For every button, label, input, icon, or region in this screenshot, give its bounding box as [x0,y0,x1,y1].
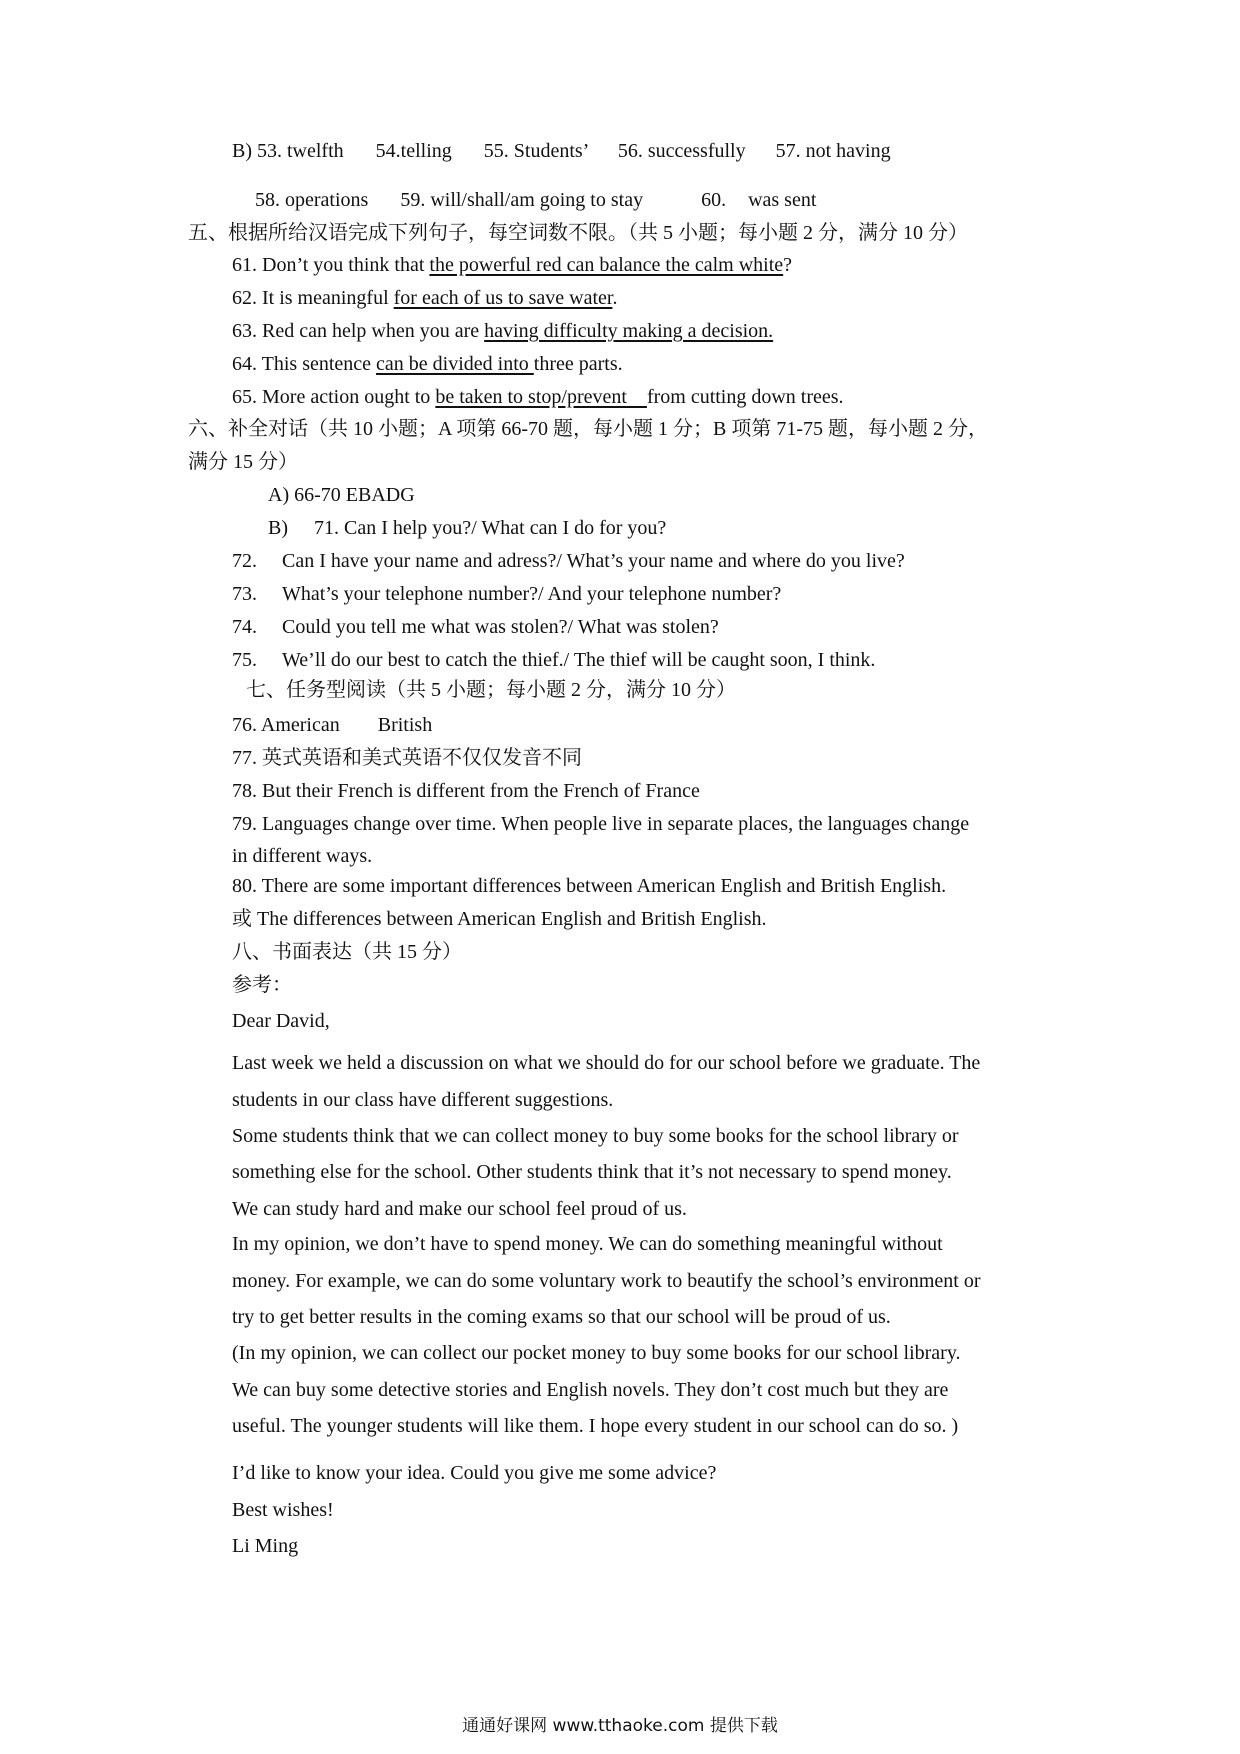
answer-60: was sent [748,189,817,211]
answer-53: B) 53. twelfth [232,140,344,162]
answer-72-text: Can I have your name and adress?/ What’s your name and where do you live? [282,550,905,572]
answer-73-text: What’s your telephone number?/ And your telephone number? [282,583,782,605]
page-footer: 通通好课网 www.tthaoke.com 提供下载 [462,1716,778,1736]
answer-71: 71. Can I help you?/ What can I do for you? [314,517,667,539]
answer-74-number: 74. [232,616,257,638]
letter-p2-line2: something else for the school. Other students think that it’s not necessary to spend money. [232,1161,952,1183]
q65 [232,384,844,410]
q61-prompt: 61. Don’t you think that [232,254,430,276]
q64-end: three parts. [533,353,623,375]
q63-prompt: 63. Red can help when you are [232,320,485,342]
answer-line-58-60 [255,187,816,213]
answer-76b: British [377,714,433,736]
answer-57: 57. not having [775,140,891,162]
letter-p1-line1: Last week we held a discussion on what we should do for our school before we graduate. The [232,1052,981,1074]
letter-greeting: Dear David, [232,1010,330,1032]
answer-line-53-57 [232,138,891,164]
q62 [232,285,617,311]
q65-prompt: 65. More action ought to [232,386,436,408]
answer-58: 58. operations [255,189,369,211]
answer-56: 56. successfully [617,140,746,162]
answer-79-line2: in different ways. [232,845,373,867]
answer-73 [232,581,781,607]
q64-prompt: 64. This sentence [232,353,377,375]
q63-answer: having difficulty making a decision. [484,320,774,342]
section6-part-a: A) 66-70 EBADG [268,484,415,506]
answer-55: 55. Students’ [483,140,588,162]
letter-p3-line3: try to get better results in the coming exams so that our school will be proud of us. [232,1306,891,1328]
letter-p4-line2: We can buy some detective stories and English novels. They don’t cost much but they are [232,1379,949,1401]
letter-closing: I’d like to know your idea. Could you give me some advice? [232,1462,717,1484]
answer-80: 80. There are some important differences between American English and British English. [232,875,947,897]
letter-p3-line1: In my opinion, we don’t have to spend money. We can do something meaningful without [232,1233,943,1255]
answer-78: 78. But their French is different from the French of France [232,780,700,802]
answer-76 [232,712,432,738]
section8-heading: 八、书面表达（共 15 分） [232,941,462,963]
answer-80-alt: 或 The differences between American English and British English. [232,908,767,930]
q62-prompt: 62. It is meaningful [232,287,394,309]
answer-75 [232,647,875,673]
q62-end: . [612,287,618,309]
q62-answer: for each of us to save water [393,287,613,309]
section6-heading-line2: 满分 15 分） [188,451,298,473]
answer-76a: 76. American [232,714,340,736]
letter-p4-line1: (In my opinion, we can collect our pocket money to buy some books for our school library. [232,1342,961,1364]
answer-73-number: 73. [232,583,257,605]
section6-part-b [268,515,666,541]
letter-p3-line2: money. For example, we can do some voluntary work to beautify the school’s environment or [232,1270,981,1292]
section5-heading: 五、根据所给汉语完成下列句子，每空词数不限。（共 5 小题；每小题 2 分，满分 10 分） [188,222,968,244]
answer-77: 77. 英式英语和美式英语不仅仅发音不同 [232,747,582,769]
answer-72-number: 72. [232,550,257,572]
answer-74-text: Could you tell me what was stolen?/ What was stolen? [282,616,719,638]
letter-p2-line3: We can study hard and make our school feel proud of us. [232,1198,687,1220]
q61-end: ? [783,254,793,276]
q61-answer: the powerful red can balance the calm white [429,254,784,276]
letter-p2-line1: Some students think that we can collect money to buy some books for the school library or [232,1125,959,1147]
section7-heading: 七、任务型阅读（共 5 小题；每小题 2 分，满分 10 分） [246,679,736,701]
answer-75-text: We’ll do our best to catch the thief./ The thief will be caught soon, I think. [282,649,876,671]
letter-sign-off: Best wishes! [232,1499,334,1521]
q64 [232,351,623,377]
letter-p4-line3: useful. The younger students will like them. I hope every student in our school can do so. ) [232,1415,959,1437]
reference-label: 参考： [232,974,292,996]
answer-59: 59. will/shall/am going to stay [400,189,644,211]
answer-60-number: 60. [701,189,727,211]
answer-75-number: 75. [232,649,257,671]
answer-74 [232,614,719,640]
answer-54: 54.telling [375,140,452,162]
part-b-label: B) [268,517,288,539]
q63 [232,318,773,344]
q65-answer: be taken to stop/prevent [435,386,647,408]
answer-72 [232,548,905,574]
q64-answer: can be divided into [376,353,534,375]
letter-p1-line2: students in our class have different suggestions. [232,1089,614,1111]
section6-heading-line1: 六、补全对话（共 10 小题；A 项第 66-70 题，每小题 1 分；B 项第 71-75 题，每小题 2 分， [188,418,988,440]
q61 [232,252,792,278]
q65-end: from cutting down trees. [646,386,844,408]
letter-signature: Li Ming [232,1535,299,1557]
answer-79-line1: 79. Languages change over time. When people live in separate places, the languages change [232,813,970,835]
